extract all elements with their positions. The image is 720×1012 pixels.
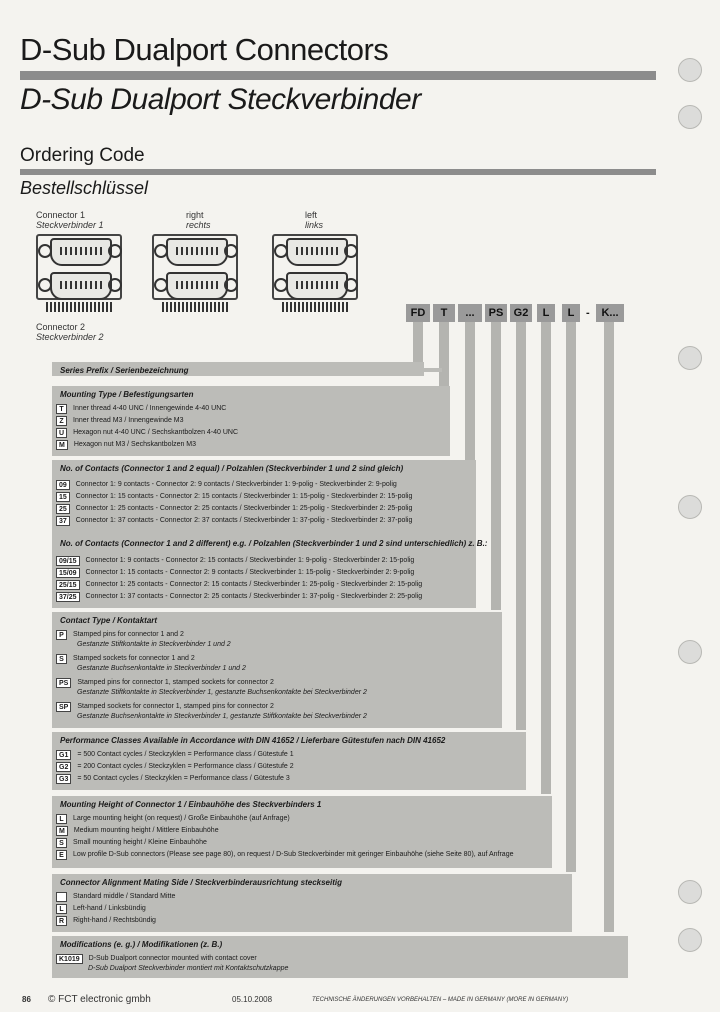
code-segment-prefix: FD bbox=[406, 304, 430, 322]
contacts-equal-title: No. of Contacts (Connector 1 and 2 equal) / Polzahlen (Steckverbinder 1 und 2 sind gleich) bbox=[60, 464, 404, 473]
leader-line bbox=[465, 322, 475, 462]
code-segment-height: L bbox=[537, 304, 555, 322]
code-segment-performance: G2 bbox=[510, 304, 532, 322]
connector-drawing-left bbox=[272, 234, 358, 312]
leader-line bbox=[413, 322, 423, 364]
leader-line bbox=[516, 322, 526, 730]
mounting-type-title: Mounting Type / Befestigungsarten bbox=[60, 390, 194, 399]
mounting-height-row: S Small mounting height / Kleine Einbauhöhe bbox=[56, 838, 207, 848]
alignment-row: R Right-hand / Rechtsbündig bbox=[56, 916, 156, 926]
company-name: © FCT electronic gmbh bbox=[48, 994, 151, 1005]
page-title: D-Sub Dualport Connectors bbox=[20, 32, 389, 67]
footer-date: 05.10.2008 bbox=[232, 995, 273, 1004]
mounting-height-row: L Large mounting height (on request) / Große Einbauhöhe (auf Anfrage) bbox=[56, 814, 290, 824]
connector-strip bbox=[424, 368, 442, 372]
mounting-type-panel bbox=[52, 386, 450, 456]
contacts-equal-row: 37 Connector 1: 37 contacts - Connector 2: 37 contacts / Steckverbinder 1: 37-polig - Steckverbinder 2: 37-polig bbox=[56, 516, 412, 526]
binder-hole bbox=[678, 346, 702, 370]
alignment-row: L Left-hand / Linksbündig bbox=[56, 904, 146, 914]
binder-hole bbox=[678, 640, 702, 664]
contacts-different-row: 25/15 Connector 1: 25 contacts - Connector 2: 15 contacts / Steckverbinder 1: 25-polig - Steckverbinder 2: 15-polig bbox=[56, 580, 422, 590]
modifications-row: K1019 D-Sub Dualport connector mounted with contact cover D-Sub Dualport Steckverbinder montiert mit Kontaktschutzkappe bbox=[56, 954, 288, 976]
contacts-equal-row: 15 Connector 1: 15 contacts - Connector 2: 15 contacts / Steckverbinder 1: 15-polig - Steckverbinder 2: 15-polig bbox=[56, 492, 412, 502]
performance-row: G1 = 500 Contact cycles / Steckzyklen = Performance class / Gütestufe 1 bbox=[56, 750, 294, 760]
alignment-panel bbox=[52, 874, 572, 932]
code-segment-modifications: K... bbox=[596, 304, 624, 322]
mounting-type-row: T Inner thread 4-40 UNC / Innengewinde 4-40 UNC bbox=[56, 404, 226, 414]
contact-type-row: PS Stamped pins for connector 1, stamped sockets for connector 2 Gestanzte Stiftkontakte in Steckverbinder 1, gestanzte Buchsenkontakte bei Steckverbinder 2 bbox=[56, 678, 367, 700]
code-segment-mounting: T bbox=[433, 304, 455, 322]
mounting-type-row: M Hexagon nut M3 / Sechskantbolzen M3 bbox=[56, 440, 196, 450]
left-label: left links bbox=[305, 210, 324, 230]
mounting-height-row: E Low profile D-Sub connectors (Please see page 80), on request / D-Sub Steckverbinder mit geringer Einbauhöhe (siehe Seite 80), auf Anfrage bbox=[56, 850, 513, 860]
modifications-panel bbox=[52, 936, 628, 978]
contact-type-row: P Stamped pins for connector 1 and 2 Gestanzte Stiftkontakte in Steckverbinder 1 und 2 bbox=[56, 630, 231, 652]
binder-hole bbox=[678, 105, 702, 129]
code-separator: - bbox=[586, 307, 590, 319]
alignment-row: Standard middle / Standard Mitte bbox=[56, 892, 175, 902]
leader-line bbox=[566, 322, 576, 872]
leader-line bbox=[491, 322, 501, 610]
performance-panel bbox=[52, 732, 526, 790]
contact-type-panel bbox=[52, 612, 502, 728]
mounting-type-row: Z Inner thread M3 / Innengewinde M3 bbox=[56, 416, 184, 426]
leader-line bbox=[604, 322, 614, 932]
code-segment-alignment: L bbox=[562, 304, 580, 322]
contacts-equal-row: 25 Connector 1: 25 contacts - Connector 2: 25 contacts / Steckverbinder 1: 25-polig - Steckverbinder 2: 25-polig bbox=[56, 504, 412, 514]
page-title-german: D-Sub Dualport Steckverbinder bbox=[20, 83, 421, 116]
binder-hole bbox=[678, 58, 702, 82]
connector-drawing-front bbox=[36, 234, 122, 312]
series-prefix-panel bbox=[52, 362, 424, 376]
mounting-type-row: U Hexagon nut 4-40 UNC / Sechskantbolzen 4-40 UNC bbox=[56, 428, 238, 438]
connector-drawing-right bbox=[152, 234, 238, 312]
modifications-title: Modifications (e. g.) / Modifikationen (z. B.) bbox=[60, 940, 223, 949]
binder-hole bbox=[678, 880, 702, 904]
performance-title: Performance Classes Available in Accordance with DIN 41652 / Lieferbare Gütestufen nach DIN 41652 bbox=[60, 736, 446, 745]
contact-type-row: SP Stamped sockets for connector 1, stamped pins for connector 2 Gestanzte Buchsenkontakte in Steckverbinder 1, gestanzte Stiftkontakte bei Steckverbinder 2 bbox=[56, 702, 367, 724]
binder-hole bbox=[678, 495, 702, 519]
alignment-title: Connector Alignment Mating Side / Steckverbinderausrichtung steckseitig bbox=[60, 878, 342, 887]
contacts-different-row: 37/25 Connector 1: 37 contacts - Connector 2: 25 contacts / Steckverbinder 1: 37-polig - Steckverbinder 2: 25-polig bbox=[56, 592, 422, 602]
code-segment-contacts: ... bbox=[458, 304, 482, 322]
binder-hole bbox=[678, 928, 702, 952]
mounting-height-title: Mounting Height of Connector 1 / Einbauhöhe des Steckverbinders 1 bbox=[60, 800, 322, 809]
mounting-height-panel bbox=[52, 796, 552, 868]
title-divider bbox=[20, 71, 656, 80]
right-label: right rechts bbox=[186, 210, 211, 230]
contact-type-row: S Stamped sockets for connector 1 and 2 Gestanzte Buchsenkontakte in Steckverbinder 1 und 2 bbox=[56, 654, 246, 676]
leader-line bbox=[541, 322, 551, 794]
mounting-height-row: M Medium mounting height / Mittlere Einbauhöhe bbox=[56, 826, 219, 836]
page-number: 86 bbox=[22, 995, 31, 1004]
connector1-label: Connector 1 Steckverbinder 1 bbox=[36, 210, 104, 230]
contacts-different-row: 15/09 Connector 1: 15 contacts - Connector 2: 9 contacts / Steckverbinder 1: 15-polig - Steckverbinder 2: 9-polig bbox=[56, 568, 414, 578]
section-title-german: Bestellschlüssel bbox=[20, 178, 149, 198]
performance-row: G3 = 50 Contact cycles / Steckzyklen = Performance class / Gütestufe 3 bbox=[56, 774, 290, 784]
connector2-label: Connector 2 Steckverbinder 2 bbox=[36, 322, 104, 342]
series-prefix-title: Series Prefix / Serienbezeichnung bbox=[60, 366, 189, 375]
contact-type-title: Contact Type / Kontaktart bbox=[60, 616, 158, 625]
footer-notice: TECHNISCHE ÄNDERUNGEN VORBEHALTEN – MADE IN GERMANY (MORE IN GERMANY) bbox=[312, 997, 569, 1003]
section-divider bbox=[20, 169, 656, 175]
code-segment-contact-type: PS bbox=[485, 304, 507, 322]
leader-line bbox=[439, 322, 449, 386]
contacts-different-row: 09/15 Connector 1: 9 contacts - Connector 2: 15 contacts / Steckverbinder 1: 9-polig - Steckverbinder 2: 15-polig bbox=[56, 556, 414, 566]
section-title: Ordering Code bbox=[20, 145, 145, 166]
contacts-panel bbox=[52, 460, 488, 608]
contacts-equal-row: 09 Connector 1: 9 contacts - Connector 2: 9 contacts / Steckverbinder 1: 9-polig - Steckverbinder 2: 9-polig bbox=[56, 480, 397, 490]
contacts-different-title: No. of Contacts (Connector 1 and 2 different) e.g. / Polzahlen (Steckverbinder 1 und 2 sind unterschiedlich) z. B.: bbox=[60, 539, 488, 548]
performance-row: G2 = 200 Contact cycles / Steckzyklen = Performance class / Gütestufe 2 bbox=[56, 762, 294, 772]
